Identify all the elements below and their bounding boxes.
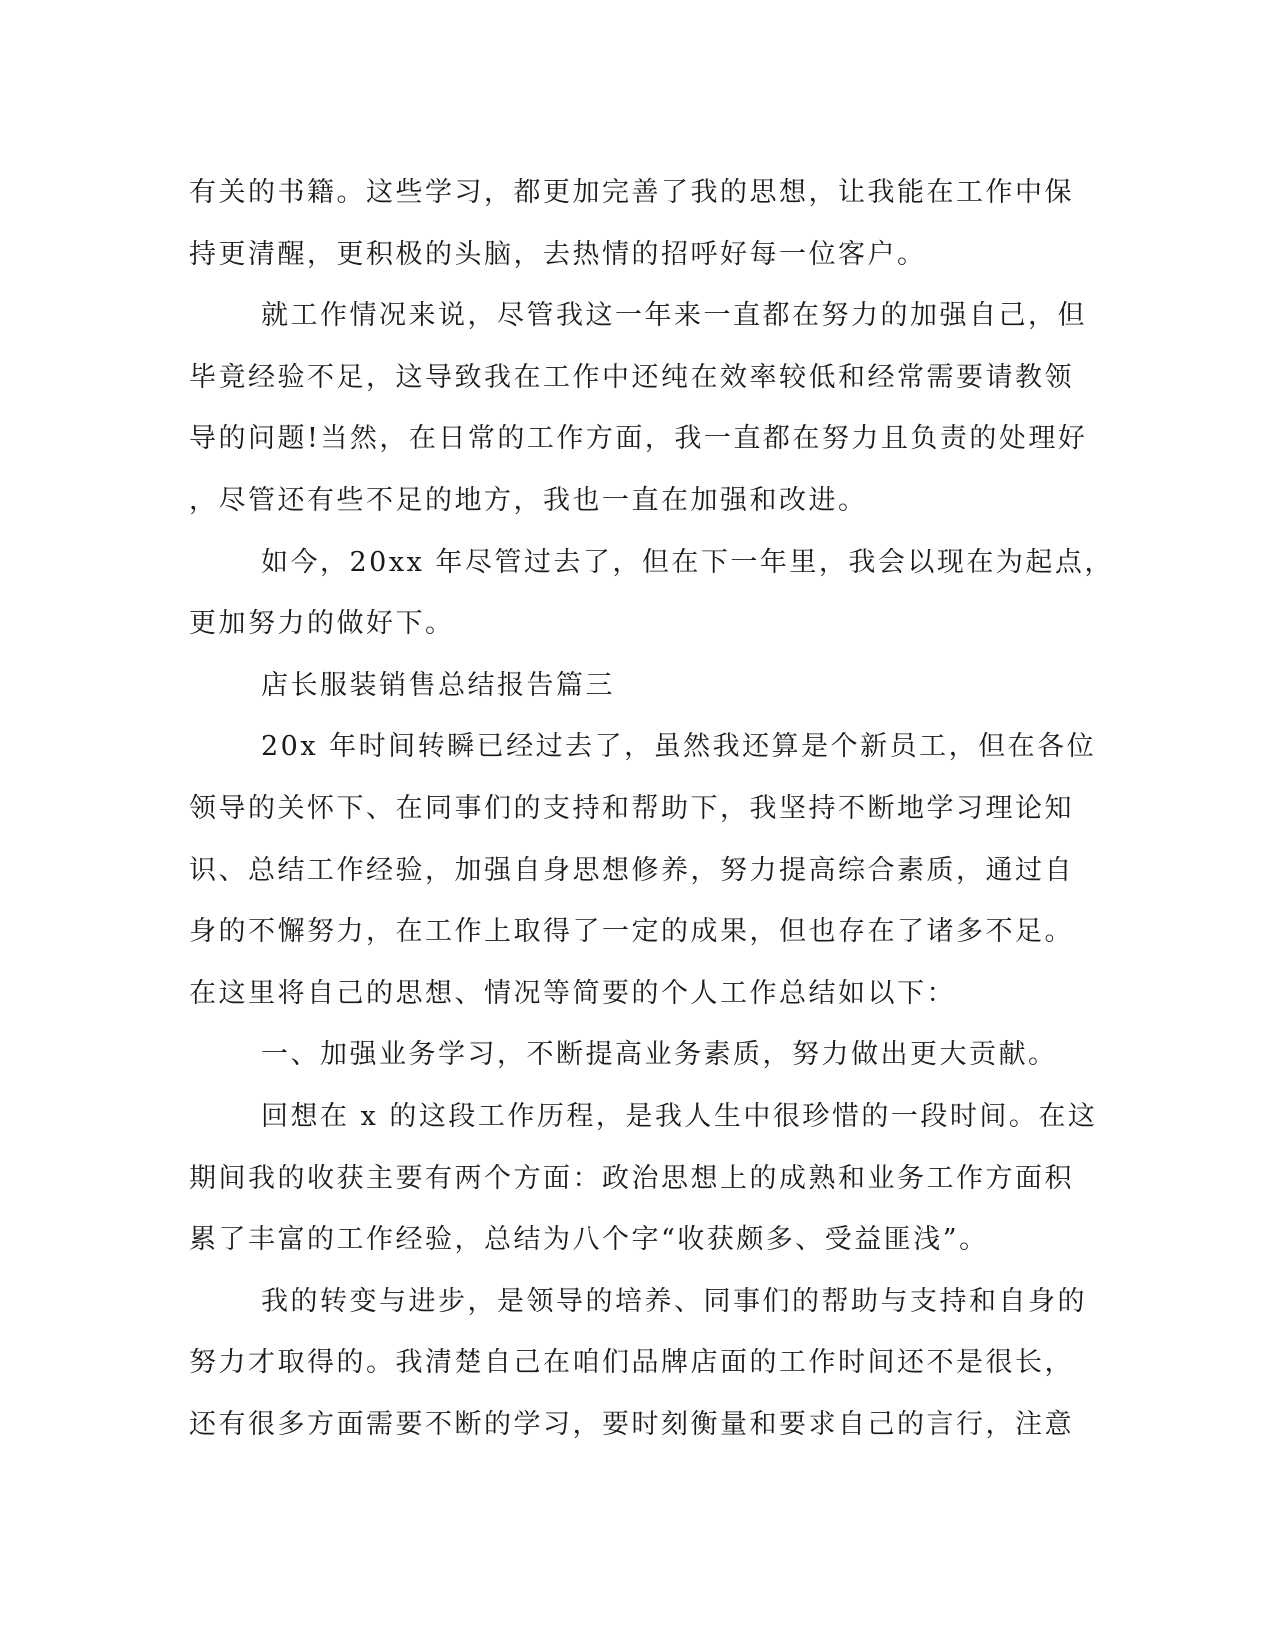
text-line: 期间我的收获主要有两个方面：政治思想上的成熟和业务工作方面积 (189, 1162, 1074, 1194)
text-line: 毕竟经验不足，这导致我在工作中还纯在效率较低和经常需要请教领 (189, 361, 1074, 393)
section-heading: 店长服装销售总结报告篇三 (261, 669, 615, 701)
text-line: 领导的关怀下、在同事们的支持和帮助下，我坚持不断地学习理论知 (189, 792, 1074, 824)
text-line: 还有很多方面需要不断的学习，要时刻衡量和要求自己的言行，注意 (189, 1408, 1074, 1440)
body-text (189, 162, 1114, 1455)
text-line: 20x 年时间转瞬已经过去了，虽然我还算是个新员工，但在各位 (261, 731, 1097, 763)
text-line: 努力才取得的。我清楚自己在咱们品牌店面的工作时间还不是很长， (189, 1347, 1074, 1379)
text-line: 一、加强业务学习，不断提高业务素质，努力做出更大贡献。 (261, 1039, 1058, 1071)
text-line: 持更清醒，更积极的头脑，去热情的招呼好每一位客户。 (189, 238, 927, 270)
text-line: 我的转变与进步，是领导的培养、同事们的帮助与支持和自身的 (261, 1285, 1087, 1317)
text-line: 识、总结工作经验，加强自身思想修养，努力提高综合素质，通过自 (189, 854, 1074, 886)
text-line: 就工作情况来说，尽管我这一年来一直都在努力的加强自己，但 (261, 300, 1087, 332)
text-line: ，尽管还有些不足的地方，我也一直在加强和改进。 (189, 484, 868, 516)
text-line: 回想在 x 的这段工作历程，是我人生中很珍惜的一段时间。在这 (261, 1100, 1098, 1132)
text-line: 如今，20xx 年尽管过去了，但在下一年里，我会以现在为起点， (261, 546, 1114, 578)
text-line: 在这里将自己的思想、情况等简要的个人工作总结如以下： (189, 977, 956, 1009)
text-line: 有关的书籍。这些学习，都更加完善了我的思想，让我能在工作中保 (189, 177, 1074, 208)
text-line: 身的不懈努力，在工作上取得了一定的成果，但也存在了诸多不足。 (189, 916, 1074, 948)
text-line: 累了丰富的工作经验，总结为八个字“收获颇多、受益匪浅”。 (189, 1224, 989, 1256)
text-line: 导的问题!当然，在日常的工作方面，我一直都在努力且负责的处理好 (189, 423, 1088, 455)
text-line: 更加努力的做好下。 (189, 608, 455, 640)
